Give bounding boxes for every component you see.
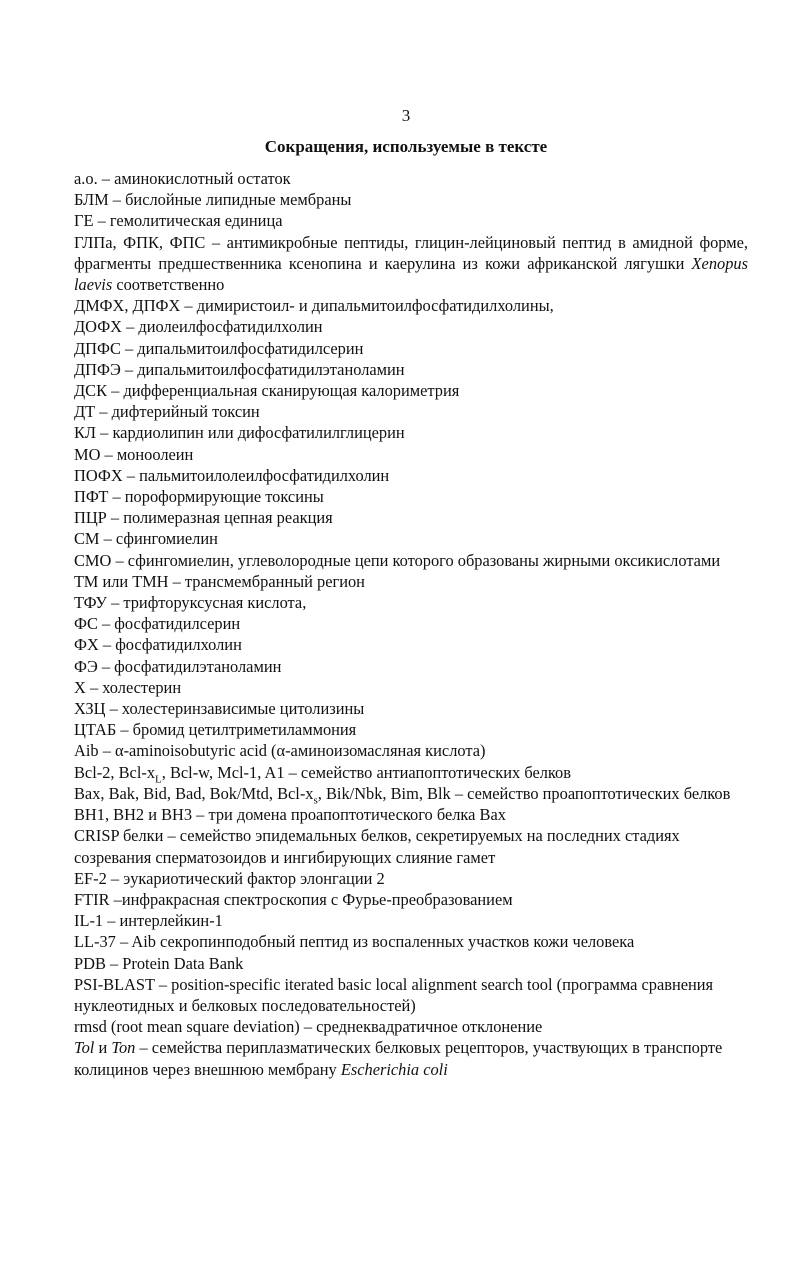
abbreviation-definition: инфракрасная спектроскопия с Фурье-преобразованием (121, 889, 513, 909)
abbreviation-term: Х (74, 677, 86, 697)
abbreviation-term: ПЦР (74, 508, 107, 528)
abbreviation-entry: Aib – α-aminoisobutyric acid (α-аминоизомасляная кислота) (74, 741, 486, 761)
abbreviation-entry: ФХ – фосфатидилхолин (74, 635, 242, 655)
abbreviation-entry: rmsd (root mean square deviation) – среднеквадратичное отклонение (74, 1017, 543, 1037)
abbreviation-entry: ПЦР – полимеразная цепная реакция (74, 508, 333, 528)
abbreviation-term: МО (74, 444, 101, 464)
abbreviation-definition: семейство проапоптотических белков (467, 783, 731, 803)
abbreviation-term: Tol и Ton (74, 1038, 136, 1058)
abbreviation-entry: КЛ – кардиолипин или дифосфатилилглицерин (74, 423, 405, 443)
abbreviation-term: EF-2 (74, 868, 107, 888)
abbreviation-term: Bcl-2, Bcl-$x_L$, Bcl-w, Mcl-1, A1 (74, 762, 285, 785)
abbreviation-term: СМО (74, 550, 112, 570)
abbreviation-entry: FTIR –инфракрасная спектроскопия с Фурье-преобразованием (74, 889, 513, 909)
abbreviation-entry: LL-37 – Aib секропинподобный пептид из воспаленных участков кожи человека (74, 932, 635, 952)
abbreviation-term: FTIR (74, 889, 110, 909)
abbreviation-definition: аминокислотный остаток (114, 169, 291, 188)
abbreviation-definition: среднеквадратичное отклонение (316, 1017, 543, 1037)
abbreviation-term: ПОФХ (74, 465, 123, 485)
abbreviation-entry: ГЛПа, ФПК, ФПС – антимикробные пептиды, глицин-лейциновый пептид в амидной форме, фрагменты предшественника ксенопина и каерулина из кожи африканской лягушки Xenopus laevis соответственно (74, 232, 748, 295)
abbreviation-entry: Tol и Ton – семейства периплазматических белковых рецепторов, участвующих в транспорте колицинов через внешнюю мембрану Escherichia coli (74, 1038, 723, 1079)
abbreviation-entry: ГЕ – гемолитическая единица (74, 211, 283, 231)
abbreviation-term: ЦТАБ (74, 720, 117, 740)
abbreviation-definition: семейство эпидемальных белков, секретируемых на последних стадиях созревания сперматозоидов и ингибирующих слияние гамет (74, 826, 680, 867)
abbreviation-definition: интерлейкин-1 (119, 911, 223, 931)
abbreviation-term: ФЭ (74, 656, 98, 676)
abbreviation-definition: дипальмитоилфосфатидилэтаноламин (137, 359, 405, 379)
abbreviation-list (74, 168, 748, 1080)
abbreviation-entry: PDB – Protein Data Bank (74, 953, 244, 973)
abbreviation-entry: ПОФХ – пальмитоилолеилфосфатидилхолин (74, 465, 390, 485)
abbreviation-entry: ХЗЦ – холестеринзависимые цитолизины (74, 699, 365, 719)
abbreviation-definition: position-specific iterated basic local alignment search tool (программа сравнения нуклеотидных и белковых последовательностей) (74, 974, 714, 1015)
abbreviation-entry: Bax, Bak, Bid, Bad, Bok/Mtd, Bcl-$x_s$, Bik/Nbk, Bim, Blk – семейство проапоптотических белков (74, 783, 731, 807)
abbreviation-entry: ТФУ – трифторуксусная кислота, (74, 593, 307, 613)
abbreviation-definition: диолеилфосфатидилхолин (138, 317, 323, 337)
abbreviation-entry: ДПФЭ – дипальмитоилфосфатидилэтаноламин (74, 359, 405, 379)
abbreviation-term: BH1, BH2 и BH3 (74, 805, 193, 825)
page-title: Сокращения, используемые в тексте (264, 137, 548, 156)
abbreviation-entry: а.о. – аминокислотный остаток (74, 169, 291, 188)
abbreviation-definition: семейство антиапоптотических белков (300, 762, 571, 782)
abbreviation-entry: МО – моноолеин (74, 444, 194, 464)
abbreviation-definition: сфингомиелин (115, 529, 218, 549)
abbreviation-term: Bax, Bak, Bid, Bad, Bok/Mtd, Bcl-$x_s$, Bik/Nbk, Bim, Blk (74, 783, 451, 807)
abbreviation-entry: ДМФХ, ДПФХ – димиристоил- и дипальмитоилфосфатидилхолины, (74, 296, 554, 316)
abbreviation-entry: СМО – сфингомиелин, углеволородные цепи которого образованы жирными оксикислотами (74, 550, 721, 570)
abbreviation-definition: холестеринзависимые цитолизины (121, 699, 365, 719)
abbreviation-definition: дипальмитоилфосфатидилсерин (137, 338, 364, 358)
abbreviation-definition: сфингомиелин, углеволородные цепи которого образованы жирными оксикислотами (127, 550, 721, 570)
abbreviation-definition: бислойные липидные мембраны (125, 190, 352, 210)
species-name: Escherichia coli (340, 1059, 448, 1079)
abbreviation-definition: пальмитоилолеилфосфатидилхолин (139, 465, 390, 485)
abbreviation-definition: димиристоил- и дипальмитоилфосфатидилхолины, (196, 296, 554, 316)
abbreviation-definition: гемолитическая единица (109, 211, 283, 231)
abbreviation-entry: ФЭ – фосфатидилэтаноламин (74, 656, 282, 676)
abbreviation-term: ДПФС (74, 338, 121, 358)
abbreviation-definition: пороформирующие токсины (124, 487, 324, 507)
abbreviation-entry: ТМ или ТМН – трансмембранный регион (74, 571, 365, 591)
abbreviation-entry: БЛМ – бислойные липидные мембраны (74, 190, 352, 210)
abbreviation-definition: холестерин (102, 677, 182, 697)
abbreviation-definition: трифторуксусная кислота, (123, 593, 307, 613)
abbreviation-entry: BH1, BH2 и BH3 – три домена проапоптотического белка Bax (74, 805, 506, 825)
abbreviation-entry: ФС – фосфатидилсерин (74, 614, 241, 634)
abbreviation-definition: фосфатидилсерин (114, 614, 241, 634)
abbreviation-definition: эукариотический фактор элонгации 2 (123, 868, 385, 888)
abbreviation-term: а.о. (74, 169, 98, 188)
abbreviation-entry: Bcl-2, Bcl-$x_L$, Bcl-w, Mcl-1, A1 – семейство антиапоптотических белков (74, 762, 571, 785)
abbreviation-term: ДСК (74, 381, 108, 401)
abbreviation-term: Aib (74, 741, 99, 761)
abbreviation-definition: моноолеин (116, 444, 194, 464)
abbreviation-term: ТМ или ТМН (74, 571, 169, 591)
abbreviation-definition: антимикробные пептиды, глицин-лейциновый пептид в амидной форме, фрагменты предшественника ксенопина и каерулина из кожи африканской лягушки Xenopus laevis соответственно (74, 232, 748, 295)
abbreviation-term: ФС (74, 614, 98, 634)
abbreviation-definition: α-aminoisobutyric acid (α-аминоизомасляная кислота) (114, 741, 486, 761)
abbreviation-definition: полимеразная цепная реакция (123, 508, 333, 528)
abbreviation-term: PSI-BLAST (74, 974, 155, 994)
abbreviation-entry: CRISP белки – семейство эпидемальных белков, секретируемых на последних стадиях созревания сперматозоидов и ингибирующих слияние гамет (74, 826, 680, 867)
abbreviation-definition: Protein Data Bank (122, 953, 244, 973)
abbreviation-term: ДОФХ (74, 317, 123, 337)
abbreviation-entry: ДСК – дифференциальная сканирующая калориметрия (74, 381, 460, 401)
abbreviation-entry: EF-2 – эукариотический фактор элонгации 2 (74, 868, 385, 888)
abbreviation-term: PDB (74, 953, 106, 973)
abbreviation-entry: Х – холестерин (74, 677, 182, 697)
abbreviation-definition: бромид цетилтриметиламмония (132, 720, 357, 740)
abbreviation-definition: дифференциальная сканирующая калориметрия (123, 381, 460, 401)
abbreviation-term: ГЛПа, ФПК, ФПС (74, 232, 206, 252)
abbreviation-definition: Aib секропинподобный пептид из воспаленных участков кожи человека (131, 932, 635, 952)
abbreviation-definition: дифтерийный токсин (111, 402, 260, 422)
abbreviation-term: IL-1 (74, 911, 104, 931)
abbreviation-entry: ЦТАБ – бромид цетилтриметиламмония (74, 720, 357, 740)
abbreviation-term: ГЕ (74, 211, 94, 231)
abbreviation-entry: ДПФС – дипальмитоилфосфатидилсерин (74, 338, 364, 358)
abbreviation-definition: кардиолипин или дифосфатилилглицерин (112, 423, 405, 443)
abbreviation-term: БЛМ (74, 190, 109, 210)
abbreviation-entry: ДОФХ – диолеилфосфатидилхолин (74, 317, 323, 337)
species-name: Xenopus laevis (74, 253, 748, 295)
abbreviation-term: ДМФХ, ДПФХ (74, 296, 181, 316)
abbreviation-term: LL-37 (74, 932, 116, 952)
abbreviation-entry: ПФТ – пороформирующие токсины (74, 487, 324, 507)
abbreviation-definition: трансмембранный регион (184, 571, 365, 591)
abbreviation-term: СМ (74, 529, 100, 549)
abbreviation-definition: три домена проапоптотического белка Bax (208, 805, 506, 825)
abbreviation-term: ХЗЦ (74, 699, 106, 719)
abbreviation-term: ТФУ (74, 593, 107, 613)
abbreviation-term: CRISP белки (74, 826, 164, 846)
abbreviation-definition: фосфатидилхолин (115, 635, 242, 655)
abbreviation-term: ФХ (74, 635, 99, 655)
abbreviation-term: ДПФЭ (74, 359, 121, 379)
abbreviation-entry: СМ – сфингомиелин (74, 529, 218, 549)
abbreviation-term: ДТ (74, 402, 96, 422)
abbreviation-entry: PSI-BLAST – position-specific iterated basic local alignment search tool (программа сравнения нуклеотидных и белковых последовательностей) (74, 974, 714, 1015)
abbreviation-entry: ДТ – дифтерийный токсин (74, 402, 260, 422)
abbreviation-definition: фосфатидилэтаноламин (114, 656, 282, 676)
abbreviation-term: rmsd (root mean square deviation) (74, 1017, 300, 1037)
page-number: 3 (401, 106, 411, 125)
abbreviation-term: ПФТ (74, 487, 109, 507)
abbreviation-term: КЛ (74, 423, 97, 443)
abbreviation-definition: семейства периплазматических белковых рецепторов, участвующих в транспорте колицинов через внешнюю мембрану Escherichia coli (74, 1038, 723, 1079)
abbreviation-entry: IL-1 – интерлейкин-1 (74, 911, 223, 931)
